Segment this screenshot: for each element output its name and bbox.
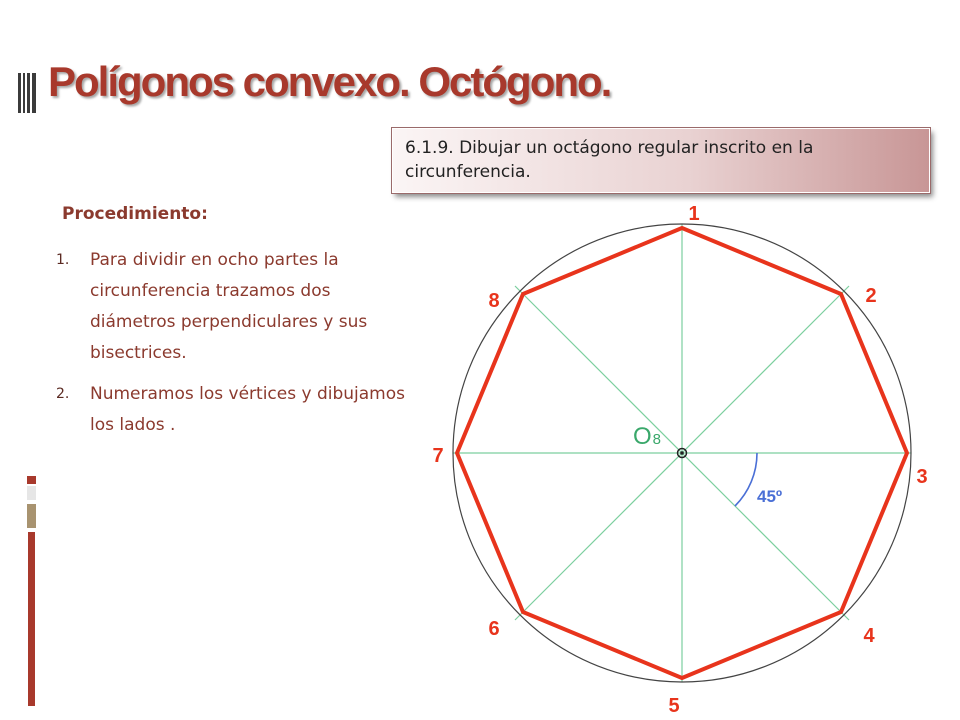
vertex-label-7: 7 bbox=[432, 445, 444, 467]
step-text: Numeramos los vértices y dibujamos los lados . bbox=[90, 384, 405, 435]
task-text: 6.1.9. Dibujar un octágono regular inscrito en la circunferencia. bbox=[405, 138, 814, 182]
vertex-label-6: 6 bbox=[488, 618, 500, 640]
step-number: 1. bbox=[56, 252, 70, 268]
steps-list bbox=[56, 245, 416, 451]
sidebar-decoration bbox=[27, 476, 36, 706]
task-box bbox=[392, 128, 930, 193]
step-number: 2. bbox=[56, 386, 70, 402]
angle-arc bbox=[735, 453, 757, 506]
center-label: O8 bbox=[633, 423, 662, 450]
step-text: Para dividir en ocho partes la circunferencia trazamos dos diámetros perpendiculares y sus bisectrices. bbox=[90, 250, 368, 363]
center-dot bbox=[680, 451, 684, 455]
vertex-label-3: 3 bbox=[916, 466, 928, 488]
slide-title: Polígonos convexo. Octógono. bbox=[48, 58, 611, 105]
list-item bbox=[56, 379, 416, 441]
vertex-label-5: 5 bbox=[668, 695, 680, 717]
list-item bbox=[56, 245, 416, 369]
octagon-diagram bbox=[410, 190, 940, 718]
vertex-label-8: 8 bbox=[488, 290, 500, 312]
procedure-heading: Procedimiento: bbox=[62, 204, 208, 224]
title-decoration bbox=[18, 73, 36, 113]
angle-label: 45º bbox=[757, 487, 783, 506]
vertex-label-1: 1 bbox=[688, 203, 700, 225]
vertex-label-4: 4 bbox=[863, 625, 875, 647]
vertex-label-2: 2 bbox=[865, 285, 877, 307]
